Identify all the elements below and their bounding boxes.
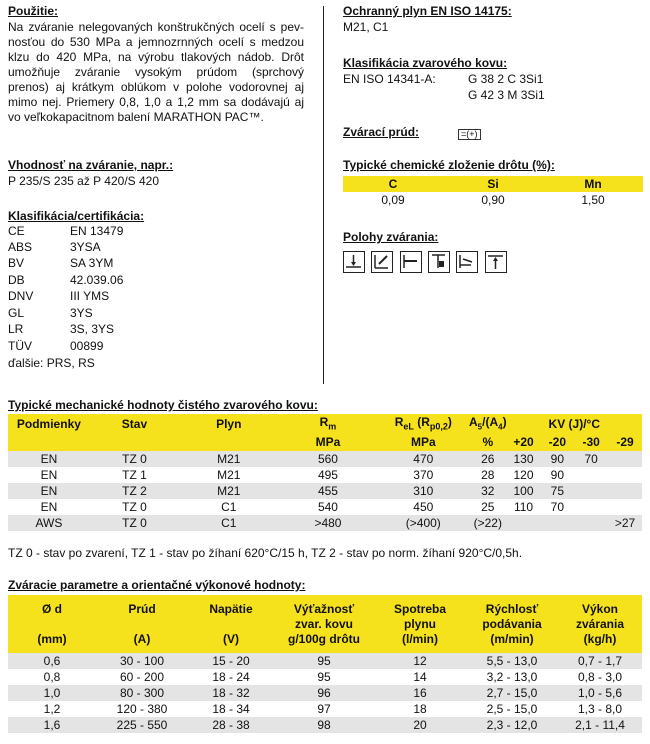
table-cell: 80 - 300	[96, 685, 188, 701]
table-cell	[574, 515, 608, 531]
usage-line: umožňuje zváranie vysokým prúdom (sprchový	[8, 65, 304, 79]
table-cell: 12	[374, 653, 466, 669]
table-cell: TZ 0	[122, 500, 147, 514]
table-cell: 25	[481, 500, 495, 514]
mech-header-rm: $R_m$	[278, 414, 377, 433]
chem-header: Mn	[543, 176, 643, 192]
table-cell: TZ 0	[90, 451, 179, 467]
table-row	[8, 499, 642, 515]
table-cell: 5,5 - 13,0	[466, 653, 558, 669]
table-cell: M21	[179, 483, 278, 499]
mech-header-rel: $R_{eL}$ $(R_{p0,2})$	[378, 414, 469, 433]
weld-header: Výťažnosť zvar. kovu g/100g drôtu	[274, 595, 374, 653]
table-cell: 1,3 - 8,0	[577, 702, 623, 716]
table-cell	[574, 499, 608, 515]
usage-line: klzu do 420 MPa, na výrobu tlakových nádob. Drôt	[8, 50, 304, 64]
table-cell: 18 - 24	[212, 670, 250, 684]
table-row	[8, 685, 642, 701]
usage-line: mimo nej. Priemery 0,8, 1,0 a 1,2 mm sa dodávajú aj	[8, 95, 304, 109]
class-value: 42.039.06	[70, 273, 124, 287]
position-vertical-up-icon	[485, 251, 507, 273]
table-cell: 30 - 100	[96, 653, 188, 669]
metal-class-title: Klasifikácia zvarového kovu:	[343, 56, 508, 70]
mech-header-conditions: Podmienky	[8, 414, 90, 451]
class-key: CE	[8, 224, 25, 238]
usage-title: Použitie:	[8, 4, 58, 18]
usage-line: vo veľkokapacitnom balení MARATHON PAC™.	[8, 110, 264, 124]
suitability-text: P 235/S 235 až P 420/S 420	[8, 174, 160, 188]
table-cell: TZ 2	[90, 483, 179, 499]
table-cell: 100	[507, 483, 541, 499]
class-other: ďalšie: PRS, RS	[8, 356, 95, 370]
table-cell: 3,2 - 13,0	[486, 670, 538, 684]
table-cell: >27	[608, 515, 642, 531]
table-cell	[540, 515, 574, 531]
weld-header: Výkon zvárania (kg/h)	[558, 595, 642, 653]
table-cell: 70	[574, 451, 608, 467]
position-flat-icon	[343, 251, 365, 273]
table-cell: TZ 1	[122, 468, 147, 482]
table-cell: 310	[378, 483, 469, 499]
table-cell: 450	[413, 500, 434, 514]
table-cell: 18 - 34	[212, 702, 250, 716]
class-key: DB	[8, 273, 25, 287]
table-cell: 470	[378, 451, 469, 467]
mech-header-gas: Plyn	[179, 414, 278, 451]
table-cell: 97	[317, 702, 331, 716]
dc-plus-icon: =(+)	[458, 126, 481, 140]
metal-standard: EN ISO 14341-A:	[343, 72, 436, 86]
chem-title: Typické chemické zloženie drôtu (%):	[343, 158, 555, 172]
chem-header: C	[343, 176, 443, 192]
mech-header-kv: KV (J)/°C	[507, 414, 642, 433]
table-cell: 0,8	[43, 670, 61, 684]
table-cell: 0,8 - 3,0	[577, 670, 623, 684]
class-key: DNV	[8, 289, 34, 303]
weld-title: Zváracie parametre a orientačné výkonové hodnoty:	[8, 578, 306, 592]
table-cell	[608, 483, 642, 499]
table-cell: 2,7 - 15,0	[466, 685, 558, 701]
chem-header: Si	[443, 176, 543, 192]
table-row	[8, 451, 642, 467]
mech-title: Typické mechanické hodnoty čistého zvarového kovu:	[8, 398, 318, 412]
class-value: 3S, 3YS	[70, 322, 115, 336]
table-row	[8, 717, 642, 733]
mech-header-state: Stav	[90, 414, 179, 451]
metal-code: G 38 2 C 3Si1	[468, 72, 544, 86]
table-cell: 120	[513, 468, 534, 482]
table-cell: M21	[179, 451, 278, 467]
mech-temp: +20	[507, 433, 541, 451]
class-value: 00899	[70, 339, 104, 353]
table-cell: TZ 0	[90, 515, 179, 531]
table-cell: 15 - 20	[188, 653, 274, 669]
table-cell: C1	[179, 515, 278, 531]
table-cell	[574, 483, 608, 499]
table-cell: 2,1 - 11,4	[558, 717, 642, 733]
table-row	[8, 467, 642, 483]
table-cell: 540	[317, 500, 338, 514]
table-cell: 495	[317, 468, 338, 482]
class-key: GL	[8, 306, 25, 320]
weld-header-row	[8, 595, 642, 653]
table-cell: 96	[274, 685, 374, 701]
table-row	[8, 669, 642, 685]
table-cell: AWS	[8, 515, 90, 531]
table-row	[8, 483, 642, 499]
table-cell: C1	[221, 500, 237, 514]
class-key: LR	[8, 322, 24, 336]
table-cell: 2,3 - 12,0	[466, 717, 558, 733]
chem-value: 0,09	[381, 193, 405, 207]
class-key: BV	[8, 256, 25, 270]
class-value: III YMS	[70, 289, 110, 303]
current-title: Zvárací prúd:	[343, 125, 420, 139]
table-cell: 75	[540, 483, 574, 499]
table-cell	[608, 499, 642, 515]
table-cell: 1,0	[8, 685, 96, 701]
position-vertical-icon	[428, 251, 450, 273]
table-cell: 28 - 38	[188, 717, 274, 733]
weld-header: Ø d (mm)	[8, 595, 96, 653]
weld-header: Spotreba plynu (l/min)	[374, 595, 466, 653]
table-cell: 90	[550, 468, 565, 482]
class-value: 3YS	[70, 306, 93, 320]
usage-text	[8, 20, 304, 125]
table-row	[8, 515, 642, 531]
table-cell: >480	[278, 515, 377, 531]
table-cell: 370	[413, 468, 434, 482]
mech-header-a: $A_5/(A_4)$	[469, 415, 507, 432]
table-cell: 1,0 - 5,6	[558, 685, 642, 701]
mech-note: TZ 0 - stav po zvarení, TZ 1 - stav po žíhaní 620°C/15 h, TZ 2 - stav po norm. žíhaní 920°C/0,5h.	[8, 546, 523, 560]
positions-title: Polohy zvárania:	[343, 230, 439, 244]
table-row	[8, 701, 642, 717]
gas-value: M21, C1	[343, 20, 389, 34]
weld-table	[8, 595, 642, 733]
mech-temp: -29	[608, 433, 642, 451]
column-divider	[323, 6, 324, 384]
mech-table	[8, 414, 642, 531]
table-cell: 2,5 - 15,0	[486, 702, 538, 716]
table-cell: 110	[513, 500, 534, 514]
position-overhead-icon	[456, 251, 478, 273]
table-cell: 455	[278, 483, 377, 499]
table-cell: EN	[8, 483, 90, 499]
position-horizontal-icon	[400, 251, 422, 273]
table-cell: 16	[374, 685, 466, 701]
usage-line: prenos) aj krátkym oblúkom v polohe vodorovnej aj	[8, 80, 304, 94]
metal-code: G 42 3 M 3Si1	[468, 88, 545, 102]
mech-unit: MPa	[378, 433, 469, 451]
table-cell: 70	[550, 500, 565, 514]
table-cell: 0,7 - 1,7	[558, 653, 642, 669]
weld-header: Rýchlosť podávania (m/min)	[466, 595, 558, 653]
table-cell: 95	[317, 670, 331, 684]
table-cell	[507, 515, 541, 531]
table-cell: 120 - 380	[116, 702, 168, 716]
table-cell: 28	[481, 468, 495, 482]
class-key: TÜV	[8, 339, 32, 353]
position-horizontal-vertical-icon	[371, 251, 393, 273]
table-cell: 32	[469, 483, 507, 499]
table-cell: 225 - 550	[96, 717, 188, 733]
class-value: 3YSA	[70, 240, 101, 254]
table-cell	[608, 451, 642, 467]
class-value: EN 13479	[70, 224, 124, 238]
class-value: SA 3YM	[70, 256, 114, 270]
mech-unit: MPa	[278, 433, 377, 451]
table-cell: 98	[274, 717, 374, 733]
table-cell: 90	[540, 451, 574, 467]
table-cell: (>22)	[469, 515, 507, 531]
suitability-title: Vhodnosť na zváranie, napr.:	[8, 158, 174, 172]
classification-title: Klasifikácia/certifikácia:	[8, 209, 145, 223]
table-cell: 26	[469, 451, 507, 467]
table-cell: 560	[278, 451, 377, 467]
gas-title: Ochranný plyn EN ISO 14175:	[343, 4, 512, 18]
chem-table	[343, 176, 643, 208]
table-cell: EN	[40, 500, 58, 514]
table-cell: 18	[413, 702, 427, 716]
chem-value: 0,90	[481, 193, 505, 207]
welding-positions	[343, 251, 510, 275]
table-cell: EN	[40, 468, 58, 482]
table-cell: 95	[274, 653, 374, 669]
usage-line: nosťou do 530 MPa a jemnozrnných ocelí s medzou	[8, 35, 304, 49]
mech-temp: -20	[540, 433, 574, 451]
table-cell: 60 - 200	[119, 670, 165, 684]
table-cell: 20	[374, 717, 466, 733]
table-cell: M21	[217, 468, 241, 482]
table-cell: 14	[413, 670, 427, 684]
weld-header: Prúd (A)	[96, 595, 188, 653]
table-cell	[608, 467, 642, 483]
usage-line: Na zváranie nelegovaných konštrukčných ocelí s pev-	[8, 20, 304, 34]
mech-temp: -30	[574, 433, 608, 451]
table-cell: (>400)	[378, 515, 469, 531]
table-cell	[574, 467, 608, 483]
table-cell: 18 - 32	[188, 685, 274, 701]
table-cell: 130	[507, 451, 541, 467]
weld-header: Napätie (V)	[188, 595, 274, 653]
table-cell: EN	[8, 451, 90, 467]
class-key: ABS	[8, 240, 33, 254]
chem-value: 1,50	[581, 193, 605, 207]
table-cell: 1,6	[8, 717, 96, 733]
mech-unit: %	[469, 433, 507, 451]
table-cell: 1,2	[43, 702, 61, 716]
table-cell: 0,6	[8, 653, 96, 669]
table-row	[8, 653, 642, 669]
